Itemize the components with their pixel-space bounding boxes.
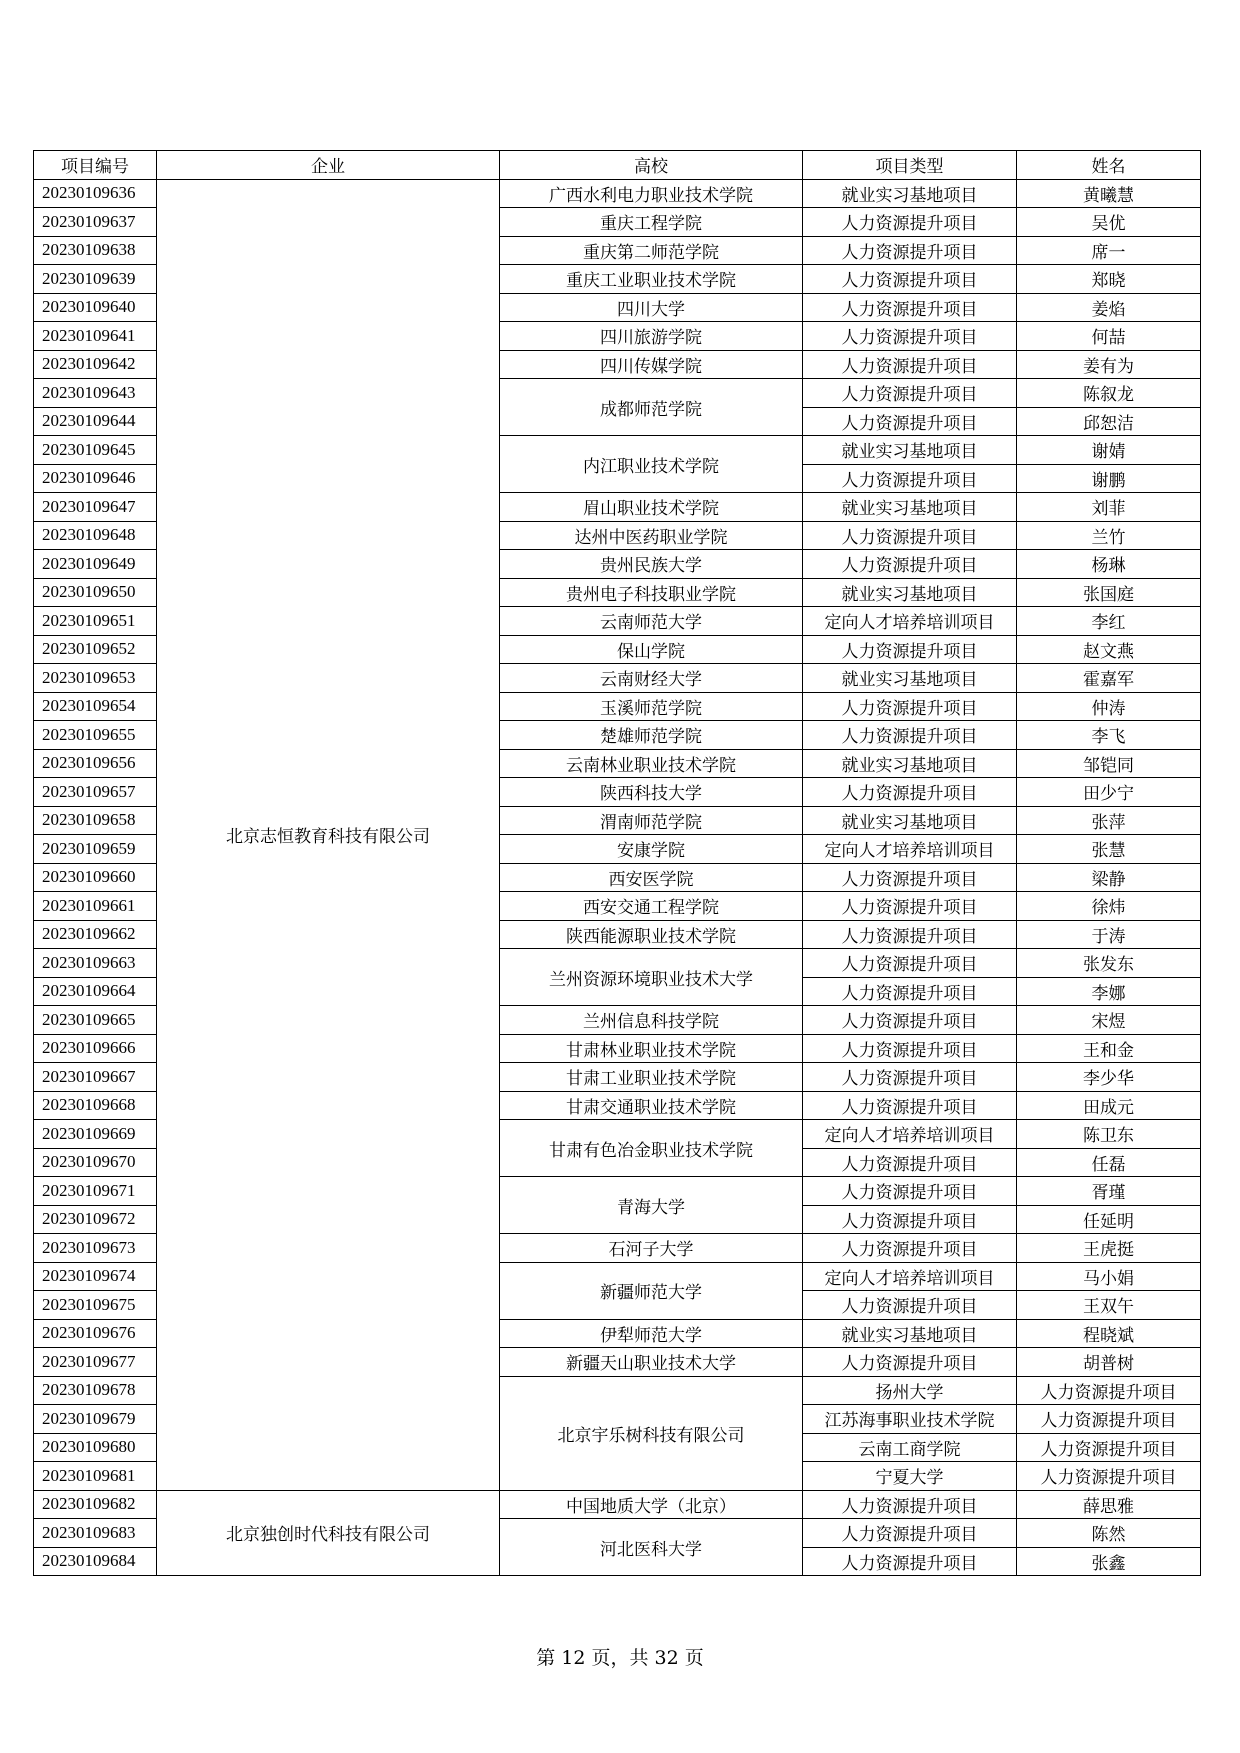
person-name-cell: 陈卫东 [1017,1120,1201,1149]
school-cell: 四川传媒学院 [500,350,803,379]
school-cell: 达州中医药职业学院 [500,521,803,550]
school-cell: 伊犁师范大学 [500,1319,803,1348]
project-type-cell: 人力资源提升项目 [803,521,1017,550]
project-type-cell: 定向人才培养培训项目 [803,1262,1017,1291]
school-cell: 广西水利电力职业技术学院 [500,179,803,208]
school-cell: 重庆工业职业技术学院 [500,265,803,294]
school-cell: 渭南师范学院 [500,806,803,835]
project-type-cell: 就业实习基地项目 [803,179,1017,208]
person-name-cell: 郑晓 [1017,265,1201,294]
person-name-cell: 胡普树 [1017,1348,1201,1377]
school-cell: 扬州大学 [803,1376,1017,1405]
project-id-cell: 20230109647 [34,493,157,522]
project-type-cell: 就业实习基地项目 [803,749,1017,778]
person-name-cell: 李少华 [1017,1063,1201,1092]
school-cell: 楚雄师范学院 [500,721,803,750]
project-type-cell: 人力资源提升项目 [803,464,1017,493]
school-cell: 甘肃林业职业技术学院 [500,1034,803,1063]
person-name-cell: 胥瑾 [1017,1177,1201,1206]
project-id-cell: 20230109683 [34,1519,157,1548]
project-type-cell: 定向人才培养培训项目 [803,1120,1017,1149]
person-name-cell: 张发东 [1017,949,1201,978]
project-type-cell: 人力资源提升项目 [803,949,1017,978]
project-type-cell: 人力资源提升项目 [803,1519,1017,1548]
project-id-cell: 20230109654 [34,692,157,721]
school-cell: 四川大学 [500,293,803,322]
project-type-cell: 人力资源提升项目 [803,721,1017,750]
person-name-cell: 任延明 [1017,1205,1201,1234]
person-name-cell: 吴优 [1017,208,1201,237]
project-id-cell: 20230109658 [34,806,157,835]
project-id-cell: 20230109653 [34,664,157,693]
person-name-cell: 邹铠同 [1017,749,1201,778]
table-row [34,179,1201,208]
person-name-cell: 谢鹏 [1017,464,1201,493]
project-type-cell: 就业实习基地项目 [803,493,1017,522]
project-id-cell: 20230109643 [34,379,157,408]
project-type-cell: 人力资源提升项目 [803,778,1017,807]
project-id-cell: 20230109665 [34,1006,157,1035]
school-cell: 陕西能源职业技术学院 [500,920,803,949]
project-id-cell: 20230109640 [34,293,157,322]
project-type-cell: 人力资源提升项目 [803,1006,1017,1035]
project-type-cell: 就业实习基地项目 [803,806,1017,835]
person-name-cell: 田少宁 [1017,778,1201,807]
project-type-cell: 人力资源提升项目 [803,692,1017,721]
project-type-cell: 人力资源提升项目 [803,1234,1017,1263]
project-type-cell: 人力资源提升项目 [1017,1462,1201,1491]
person-name-cell: 谢婧 [1017,436,1201,465]
project-id-cell: 20230109652 [34,635,157,664]
school-cell: 内江职业技术学院 [500,436,803,493]
person-name-cell: 赵文燕 [1017,635,1201,664]
person-name-cell: 马小娟 [1017,1262,1201,1291]
school-cell: 成都师范学院 [500,379,803,436]
project-type-cell: 人力资源提升项目 [803,265,1017,294]
school-cell: 江苏海事职业技术学院 [803,1405,1017,1434]
school-cell: 保山学院 [500,635,803,664]
person-name-cell: 李娜 [1017,977,1201,1006]
person-name-cell: 田成元 [1017,1091,1201,1120]
project-type-cell: 定向人才培养培训项目 [803,835,1017,864]
project-type-cell: 人力资源提升项目 [803,293,1017,322]
table-body [34,179,1201,1576]
project-id-cell: 20230109657 [34,778,157,807]
project-id-cell: 20230109672 [34,1205,157,1234]
person-name-cell: 仲涛 [1017,692,1201,721]
person-name-cell: 王和金 [1017,1034,1201,1063]
project-id-cell: 20230109646 [34,464,157,493]
person-name-cell: 于涛 [1017,920,1201,949]
person-name-cell: 宋煜 [1017,1006,1201,1035]
header-row [34,151,1201,180]
person-name-cell: 李红 [1017,607,1201,636]
project-id-cell: 20230109681 [34,1462,157,1491]
person-name-cell: 姜有为 [1017,350,1201,379]
person-name-cell: 何喆 [1017,322,1201,351]
person-name-cell: 刘菲 [1017,493,1201,522]
person-name-cell: 黄曦慧 [1017,179,1201,208]
project-type-cell: 人力资源提升项目 [803,1091,1017,1120]
company-cell: 北京志恒教育科技有限公司 [157,179,500,1490]
person-name-cell: 陈然 [1017,1519,1201,1548]
person-name-cell: 邱恕洁 [1017,407,1201,436]
project-id-cell: 20230109680 [34,1433,157,1462]
project-type-cell: 人力资源提升项目 [1017,1433,1201,1462]
person-name-cell: 陈叙龙 [1017,379,1201,408]
school-cell: 新疆天山职业技术大学 [500,1348,803,1377]
project-id-cell: 20230109670 [34,1148,157,1177]
project-id-cell: 20230109675 [34,1291,157,1320]
project-type-cell: 人力资源提升项目 [803,1547,1017,1576]
person-name-cell: 李飞 [1017,721,1201,750]
project-id-cell: 20230109663 [34,949,157,978]
project-id-cell: 20230109644 [34,407,157,436]
school-cell: 云南财经大学 [500,664,803,693]
person-name-cell: 程晓斌 [1017,1319,1201,1348]
project-id-cell: 20230109671 [34,1177,157,1206]
project-id-cell: 20230109684 [34,1547,157,1576]
person-name-cell: 张慧 [1017,835,1201,864]
school-cell: 河北医科大学 [500,1519,803,1576]
person-name-cell: 梁静 [1017,863,1201,892]
person-name-cell: 姜焰 [1017,293,1201,322]
project-id-cell: 20230109637 [34,208,157,237]
header-project-id: 项目编号 [34,151,157,180]
school-cell: 中国地质大学（北京） [500,1490,803,1519]
project-type-cell: 定向人才培养培训项目 [803,607,1017,636]
project-type-cell: 就业实习基地项目 [803,1319,1017,1348]
project-id-cell: 20230109682 [34,1490,157,1519]
person-name-cell: 张鑫 [1017,1547,1201,1576]
person-name-cell: 任磊 [1017,1148,1201,1177]
school-cell: 兰州信息科技学院 [500,1006,803,1035]
project-id-cell: 20230109659 [34,835,157,864]
project-type-cell: 人力资源提升项目 [803,1177,1017,1206]
school-cell: 玉溪师范学院 [500,692,803,721]
person-name-cell: 兰竹 [1017,521,1201,550]
school-cell: 安康学院 [500,835,803,864]
project-id-cell: 20230109638 [34,236,157,265]
project-id-cell: 20230109664 [34,977,157,1006]
company-cell: 北京独创时代科技有限公司 [157,1490,500,1576]
project-id-cell: 20230109676 [34,1319,157,1348]
project-type-cell: 人力资源提升项目 [803,407,1017,436]
school-cell: 甘肃交通职业技术学院 [500,1091,803,1120]
project-id-cell: 20230109642 [34,350,157,379]
project-type-cell: 人力资源提升项目 [803,1291,1017,1320]
project-type-cell: 人力资源提升项目 [803,892,1017,921]
project-id-cell: 20230109678 [34,1376,157,1405]
project-id-cell: 20230109641 [34,322,157,351]
project-type-cell: 人力资源提升项目 [803,977,1017,1006]
project-id-cell: 20230109667 [34,1063,157,1092]
project-table [33,150,1201,1576]
person-name-cell: 王虎挺 [1017,1234,1201,1263]
header-project-type: 项目类型 [803,151,1017,180]
school-cell: 宁夏大学 [803,1462,1017,1491]
project-id-cell: 20230109679 [34,1405,157,1434]
school-cell: 甘肃有色冶金职业技术学院 [500,1120,803,1177]
school-cell: 重庆工程学院 [500,208,803,237]
project-id-cell: 20230109673 [34,1234,157,1263]
project-id-cell: 20230109660 [34,863,157,892]
project-id-cell: 20230109669 [34,1120,157,1149]
person-name-cell: 杨琳 [1017,550,1201,579]
project-id-cell: 20230109677 [34,1348,157,1377]
person-name-cell: 王双午 [1017,1291,1201,1320]
project-type-cell: 人力资源提升项目 [803,863,1017,892]
person-name-cell: 霍嘉军 [1017,664,1201,693]
school-cell: 西安医学院 [500,863,803,892]
school-cell: 四川旅游学院 [500,322,803,351]
project-type-cell: 人力资源提升项目 [803,208,1017,237]
school-cell: 甘肃工业职业技术学院 [500,1063,803,1092]
school-cell: 重庆第二师范学院 [500,236,803,265]
project-type-cell: 人力资源提升项目 [803,379,1017,408]
project-id-cell: 20230109674 [34,1262,157,1291]
page-footer: 第 12 页，共 32 页 [536,1647,704,1669]
project-type-cell: 就业实习基地项目 [803,436,1017,465]
school-cell: 云南工商学院 [803,1433,1017,1462]
company-cell: 北京宇乐树科技有限公司 [500,1376,803,1490]
project-type-cell: 人力资源提升项目 [803,1148,1017,1177]
school-cell: 兰州资源环境职业技术大学 [500,949,803,1006]
project-type-cell: 人力资源提升项目 [803,635,1017,664]
school-cell: 石河子大学 [500,1234,803,1263]
project-id-cell: 20230109656 [34,749,157,778]
person-name-cell: 张国庭 [1017,578,1201,607]
project-id-cell: 20230109655 [34,721,157,750]
project-type-cell: 人力资源提升项目 [803,550,1017,579]
person-name-cell: 薛思雅 [1017,1490,1201,1519]
person-name-cell: 张萍 [1017,806,1201,835]
project-type-cell: 人力资源提升项目 [803,920,1017,949]
project-id-cell: 20230109636 [34,179,157,208]
school-cell: 云南林业职业技术学院 [500,749,803,778]
project-type-cell: 人力资源提升项目 [803,322,1017,351]
project-type-cell: 人力资源提升项目 [803,1490,1017,1519]
project-type-cell: 人力资源提升项目 [803,1348,1017,1377]
project-id-cell: 20230109645 [34,436,157,465]
table-row [34,1490,1201,1519]
project-id-cell: 20230109648 [34,521,157,550]
project-id-cell: 20230109661 [34,892,157,921]
header-company: 企业 [157,151,500,180]
project-type-cell: 人力资源提升项目 [803,350,1017,379]
project-type-cell: 人力资源提升项目 [803,236,1017,265]
school-cell: 青海大学 [500,1177,803,1234]
project-id-cell: 20230109668 [34,1091,157,1120]
project-type-cell: 人力资源提升项目 [803,1034,1017,1063]
header-school: 高校 [500,151,803,180]
school-cell: 贵州电子科技职业学院 [500,578,803,607]
school-cell: 贵州民族大学 [500,550,803,579]
project-type-cell: 人力资源提升项目 [803,1205,1017,1234]
project-id-cell: 20230109662 [34,920,157,949]
project-id-cell: 20230109666 [34,1034,157,1063]
project-id-cell: 20230109639 [34,265,157,294]
project-type-cell: 就业实习基地项目 [803,664,1017,693]
header-name: 姓名 [1017,151,1201,180]
school-cell: 西安交通工程学院 [500,892,803,921]
project-type-cell: 人力资源提升项目 [803,1063,1017,1092]
project-id-cell: 20230109650 [34,578,157,607]
school-cell: 陕西科技大学 [500,778,803,807]
person-name-cell: 徐炜 [1017,892,1201,921]
project-id-cell: 20230109649 [34,550,157,579]
school-cell: 云南师范大学 [500,607,803,636]
project-id-cell: 20230109651 [34,607,157,636]
person-name-cell: 席一 [1017,236,1201,265]
project-type-cell: 人力资源提升项目 [1017,1376,1201,1405]
school-cell: 眉山职业技术学院 [500,493,803,522]
school-cell: 新疆师范大学 [500,1262,803,1319]
project-type-cell: 人力资源提升项目 [1017,1405,1201,1434]
project-type-cell: 就业实习基地项目 [803,578,1017,607]
